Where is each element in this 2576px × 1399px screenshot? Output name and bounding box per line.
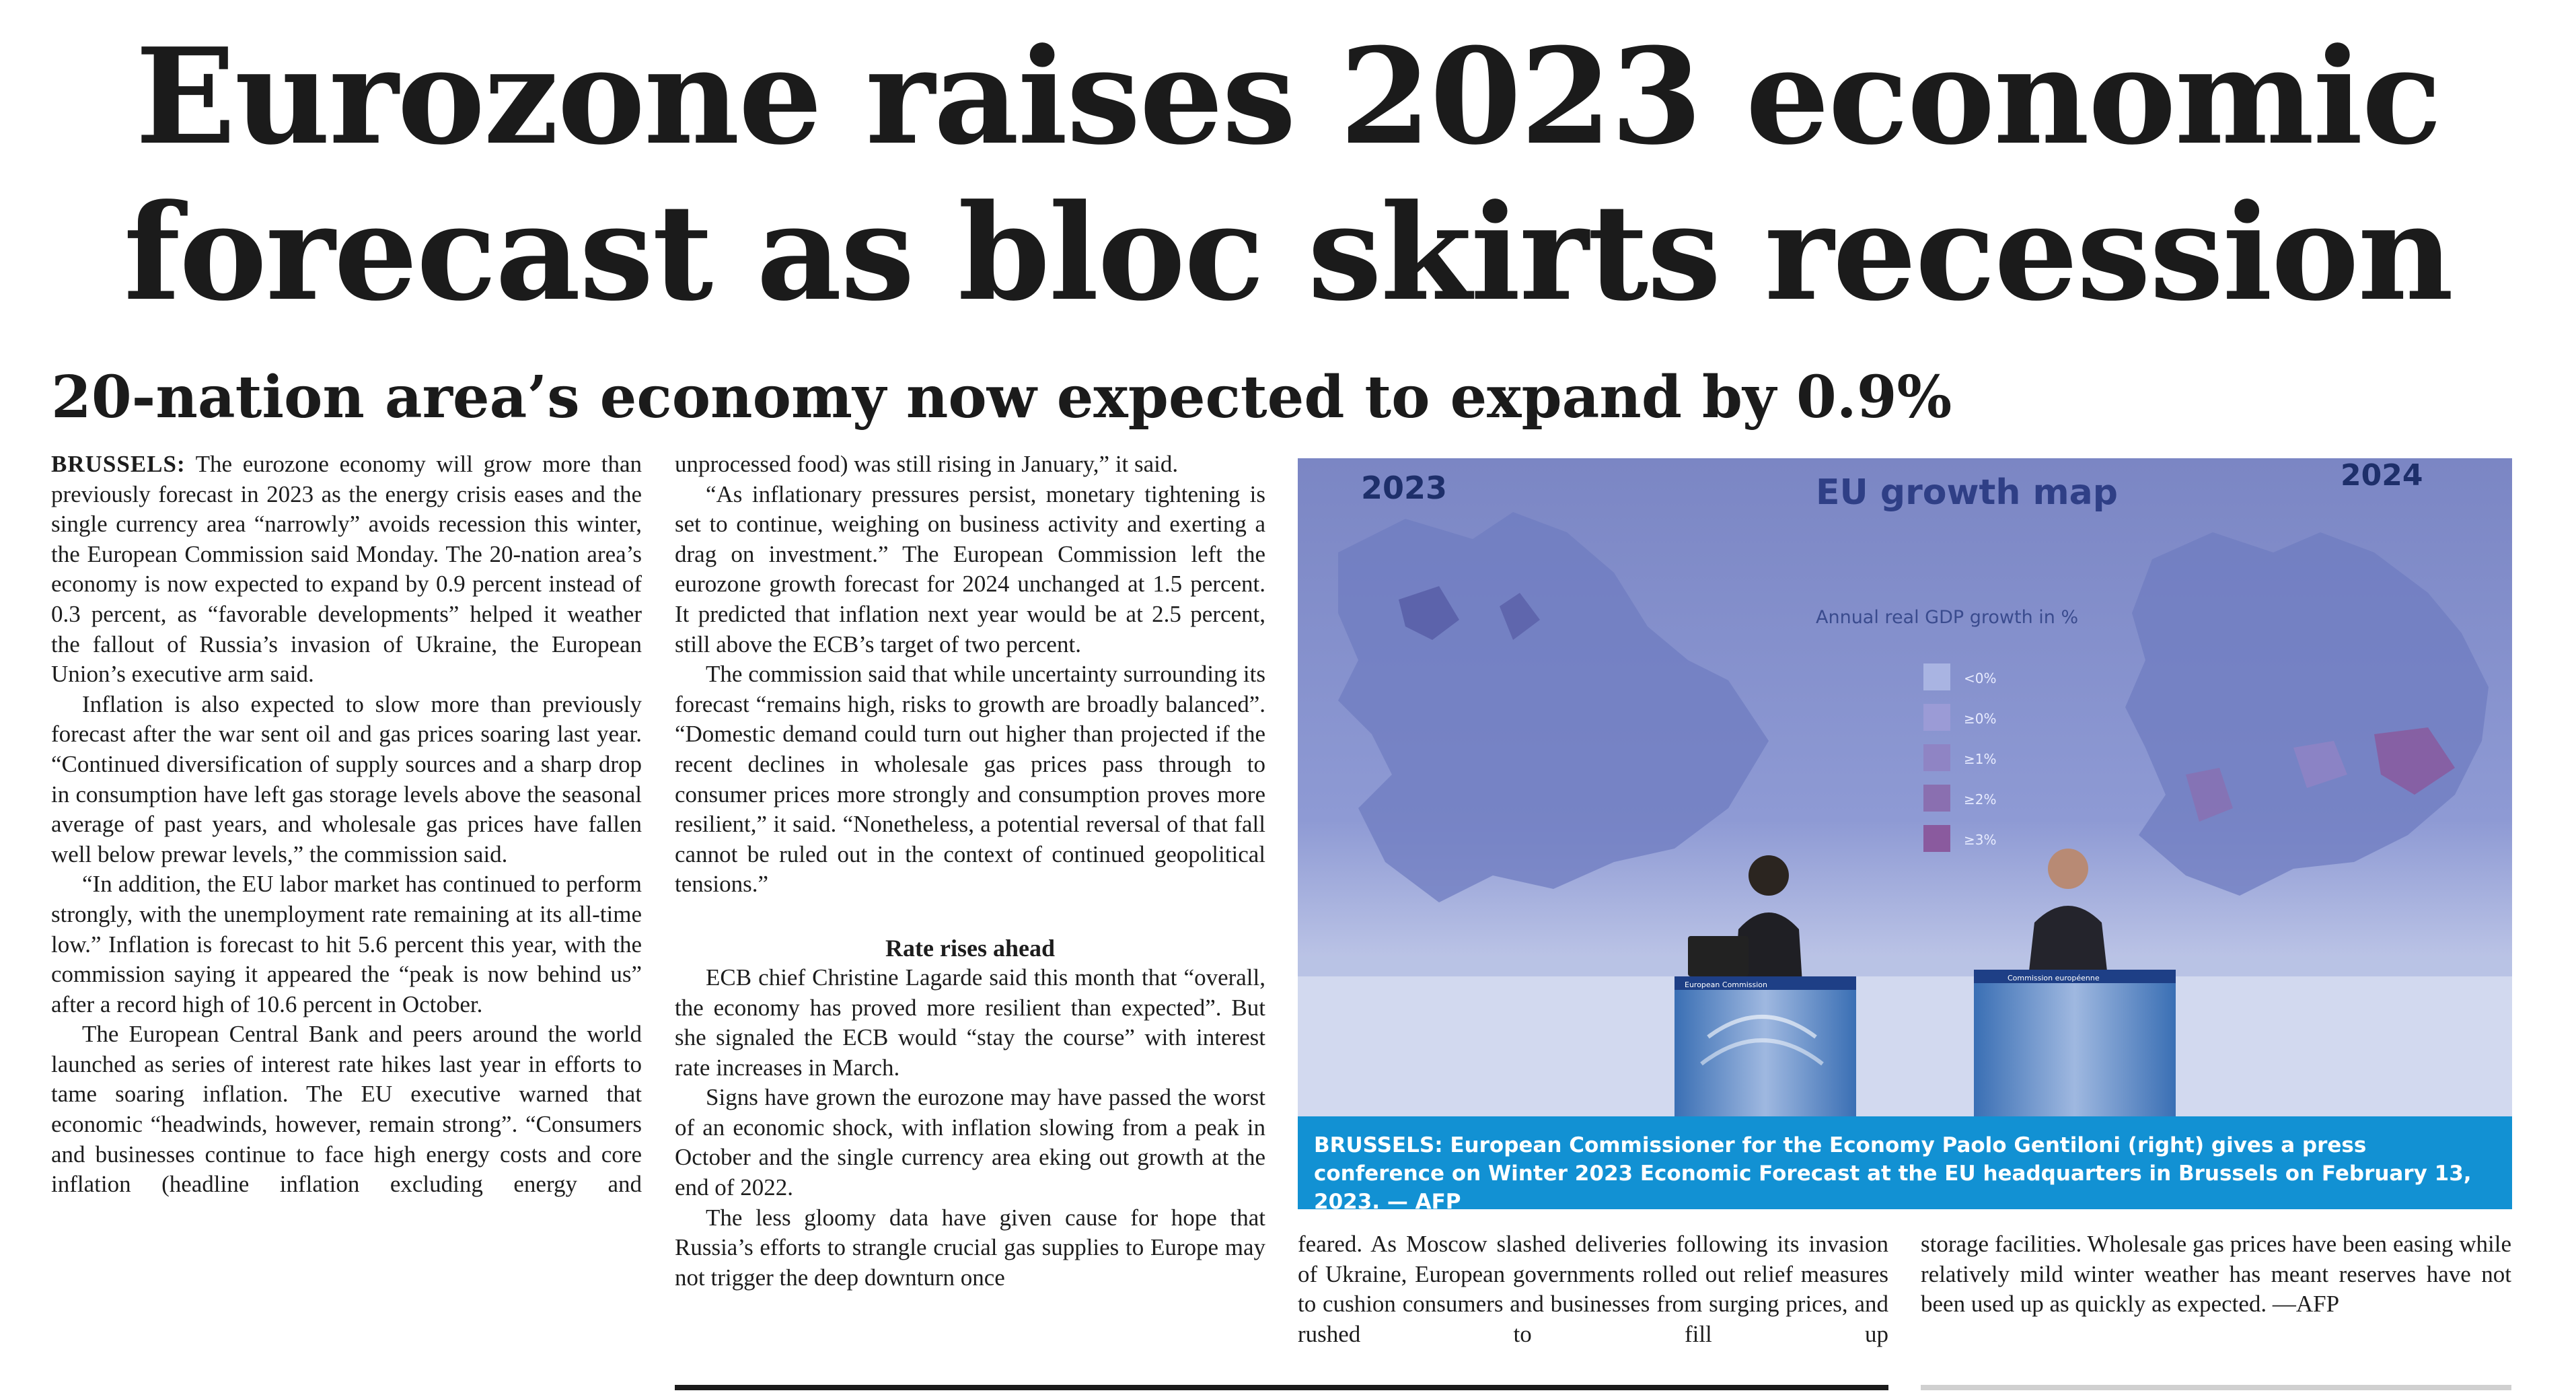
- bottom-rule: [675, 1385, 1888, 1390]
- legend-label: ≥0%: [1964, 711, 1997, 727]
- paragraph: storage facilities. Wholesale gas prices have been easing while relatively mild winter weather has meant reserves have not been used up as quickly as expected. —AFP: [1921, 1231, 2511, 1318]
- photo-illustration: [1298, 458, 2512, 1116]
- bottom-rule-grey: [1921, 1385, 2511, 1390]
- headline: [0, 19, 2576, 331]
- legend-swatch: [1923, 663, 1950, 690]
- paragraph: Inflation is also expected to slow more than previously forecast after the war sent oil and gas prices soaring last year. “Continued diversification of supply sources and a sharp drop in consumption have left gas storage levels above the seasonal average of past years, and wholesale gas prices have fallen well below prewar levels,” the commission said.: [51, 690, 642, 867]
- legend-label: ≥1%: [1964, 751, 1997, 767]
- paragraph: [51, 450, 642, 690]
- legend-label: ≥2%: [1964, 791, 1997, 808]
- paragraph: “As inflationary pressures persist, monetary tightening is set to continue, weighing on business activity and exerting a drag on investment.” The European Commission left the eurozone growth forecast for 2024 unchanged at 1.5 percent. It predicted that inflation next year would be at 2.5 percent, still above the ECB’s target of two percent.: [675, 480, 1265, 657]
- paragraph: “In addition, the EU labor market has continued to perform strongly, with the unemployment rate remaining at its all-time low.” Inflation is forecast to hit 5.6 percent this year, with the commission saying it appeared the “peak is now behind us” after a record high of 10.6 percent in October.: [51, 871, 642, 1017]
- legend-swatch: [1923, 825, 1950, 852]
- podium-right-label: Commission européenne: [2008, 974, 2100, 982]
- legend-swatch: [1923, 744, 1950, 771]
- headline-line-1: Eurozone raises 2023 economic: [135, 20, 2441, 174]
- photo-screen-title: EU growth map: [1816, 472, 2118, 513]
- article-column-1: [51, 450, 642, 1200]
- legend-label: <0%: [1964, 670, 1997, 686]
- paragraph: Signs have grown the eurozone may have passed the worst of an economic shock, with inflation slowing from a peak in October and the single currency area eking out growth at the end of 2022.: [675, 1084, 1265, 1201]
- article-column-3: [1298, 1229, 1888, 1349]
- news-photo-block: [1298, 458, 2512, 1214]
- article-column-2: [675, 450, 1265, 1293]
- paragraph: feared. As Moscow slashed deliveries following its invasion of Ukraine, European governments rolled out relief measures to cushion consumers and businesses from surging prices, and rushed to fill up: [1298, 1231, 1888, 1347]
- legend-swatch: [1923, 785, 1950, 812]
- legend-swatch: [1923, 704, 1950, 731]
- photo-legend-title: Annual real GDP growth in %: [1816, 607, 2079, 628]
- paragraph-text: The eurozone economy will grow more than previously forecast in 2023 as the energy crisis eases and the single currency area “narrowly” avoids recession this winter, the European Commission said Monday. The 20-nation area’s economy is now expected to expand by 0.9 percent instead of 0.3 percent, as “favorable developments” helped it weather the fallout of Russia’s invasion of Ukraine, the European Union’s executive arm said.: [51, 451, 642, 688]
- paragraph: The commission said that while uncertainty surrounding its forecast “remains high, risks to growth are broadly balanced”. “Domestic demand could turn out higher than projected if the recent declines in wholesale gas prices pass through to consumer prices more strongly and consumption proves more resilient,” it said. “Nonetheless, a potential reversal of that fall cannot be ruled out in the context of continued geopolitical tensions.”: [675, 661, 1265, 898]
- photo-year-left: 2023: [1361, 470, 1448, 506]
- podium-left-label: European Commission: [1685, 980, 1768, 989]
- paragraph: ECB chief Christine Lagarde said this month that “overall, the economy has proved more resilient than expected”. But she signaled the ECB would “stay the course” with interest rate increases in March.: [675, 964, 1265, 1081]
- paragraph: The European Central Bank and peers around the world launched as series of interest rate hikes last year in efforts to tame soaring inflation. The EU executive warned that economic “headwinds, however, remain strong”. “Consumers and businesses continue to face high energy costs and core inflation (headline inflation excluding energy and: [51, 1021, 642, 1198]
- photo-caption: BRUSSELS: European Commissioner for the Economy Paolo Gentiloni (right) gives a press conference on Winter 2023 Economic Forecast at the EU headquarters in Brussels on February 13, 2023. — AFP: [1298, 1116, 2512, 1209]
- paragraph: The less gloomy data have given cause for hope that Russia’s efforts to strangle crucial gas supplies to Europe may not trigger the deep downturn once: [675, 1204, 1265, 1291]
- paragraph: unprocessed food) was still rising in January,” it said.: [675, 451, 1179, 477]
- podium-left: [1675, 976, 1856, 1116]
- subheadline: 20-nation area’s economy now expected to expand by 0.9%: [51, 363, 1952, 431]
- photo-year-right: 2024: [2341, 458, 2423, 493]
- section-heading: Rate rises ahead: [885, 934, 1055, 962]
- press-conference-photo: [1298, 458, 2512, 1116]
- podium-right: [1974, 970, 2176, 1116]
- article-column-4: [1921, 1229, 2511, 1320]
- headline-line-2: forecast as bloc skirts recession: [123, 176, 2453, 330]
- dateline: BRUSSELS:: [51, 451, 186, 477]
- legend-label: ≥3%: [1964, 832, 1997, 848]
